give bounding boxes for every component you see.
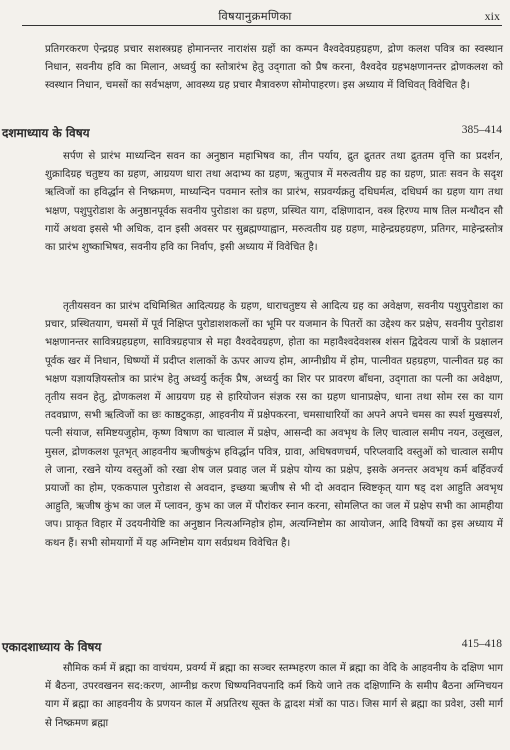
intro-paragraph: प्रतिगरकरण ऐन्द्रग्रह प्रचार सशस्त्रग्रह होमानन्तर नाराशंस ग्रहों का कम्पन वैश्वदेवग्रहग्रहण, द्रोण कलश पवित्र का स्वस्थान निधान, सवनीय हवि का मिलान, अध्वर्यु का स्तोत्रारंभ हेतु उद्‌गाता को प्रैष करना, वैश्वदेव ग्रहभक्षणानन्तर द्रोणकलश को स्वस्थान निधान, चमसों का सर्वभक्षण, आवस्थ्य ग्रह प्रचार मैत्रावरुण सोमोपाहरण। इस अध्याय में विधिवत् विवेचित है। bbox=[45, 44, 503, 92]
section-title: एकादशाध्याय के विषय bbox=[2, 640, 102, 654]
tenth-paragraph-1: सर्पण से प्रारंभ माध्यन्दिन सवन का अनुष्ठान महाभिषव का, तीन पर्याय, द्रुत द्रुततर तथा द्रुततम वृत्ति का प्रदर्शन, शुक्रादिग्रह चतुष्टय का ग्रहण, आग्रयण धारा तथा अदाभ्य का ग्रहण, ऋतुपात्र में मरुत्वतीय ग्रह का ग्रहण, प्रातः सवन के सदृश ऋत्विजों का हविर्द्धान से निष्क्रमण, माध्यन्दिन पवमान स्तोत्र का प्रारंभ, सप्रवर्ग्यक्रतु दधिघर्मत्व, दधिघर्म का ग्रहण याग तथा भक्षण, पशुपुरोडाश के अनुष्ठानपूर्वक सवनीय पुरोडाश का ग्रहण, प्रस्थित याग, दक्षिणादान, वस्त्र हिरण्य माष तिल मन्थौदन सौ गायें अथवा इससे भी अधिक, दान इसी अवसर पर सुब्रह्मण्याह्वान, मरुत्वतीय ग्रह ग्रहण, माहेन्द्रग्रहग्रहण, प्रतिगर, माहेन्द्रस्तोत्र का प्रारंभ शुष्काभिषव, सवनीय हवि का निर्वाप, इसी अध्याय में विवेचित है। bbox=[45, 151, 503, 254]
header-rule bbox=[22, 25, 502, 26]
page-range: 415–418 bbox=[461, 638, 502, 650]
eleventh-paragraph-1: सौमिक कर्म में ब्रह्मा का वाचंयम, प्रवर्ग्य में ब्रह्मा का सञ्चर स्तम्भहरण काल में ब्रह्मा का वेदि के आहवनीय के दक्षिण भाग में बैठना, उपरवखनन सद:करण, आग्नीध्र करण धिष्ण्यनिवपनादि कर्म किये जाने तक दक्षिणाग्नि के समीप बैठना अग्निचयन याग में ब्रह्मा का आहवनीय के प्रणयन काल में अप्रतिरथ सूक्त के द्वादश मंत्रों का पाठ। जिस मार्ग से ब्रह्मा का प्रवेश, उसी मार्ग से निष्क्रमण ब्रह्मा bbox=[45, 663, 503, 729]
section-heading-eleventh bbox=[2, 638, 502, 656]
running-header bbox=[0, 6, 510, 26]
page-number: xix bbox=[484, 9, 500, 23]
section-title: दशमाध्याय के विषय bbox=[2, 126, 90, 140]
tenth-paragraph-2: तृतीयसवन का प्रारंभ दधिमिश्रित आदित्यग्रह के ग्रहण, धाराचतुष्टय से आदित्य ग्रह का अवेक्षण, सवनीय पशुपुरोडाश का प्रचार, प्रस्थितयाग, चमसों में पूर्व निक्षिप्त पुरोडाशशकलों का भूमि पर यजमान के पितरों का उद्देश्य कर प्रक्षेप, सवनीय पुरोडाश भक्षणानन्तर सावित्रग्रहग्रहण, सावित्रग्रहपात्र से महा वैश्वदेवग्रहण, होता का महावैश्वदेवशस्त्र शंसन द्विदेवत्य पात्रों के प्रक्षालन पूर्वक खर में निधान, धिष्ण्यों में प्रदीप्त शलाकों के ऊपर आज्य होम, आग्नीध्रीय में होम, पात्नीवत ग्रहग्रहण, पात्नीवत ग्रह का भक्षण यज्ञायज्ञियस्तोत्र का प्रारंभ हेतु अध्वर्यु कर्तृक प्रैष, अध्वर्यु का शिर पर प्रावरण बाँधना, उद्‌गाता का पत्नी का अवेक्षण, तृतीय सवन हेतु, द्रोणकलश में आग्रयण ग्रह से हारियोजन संज्ञक रस का ग्रहण धानाप्रक्षेप, धाना तथा सोम रस का याग तदवघ्राण, सभी ऋत्विजों का छः काष्ठटुकड़ा, आहवनीय में प्रक्षेपकरना, चमसाधारियों का अपने अपने चमस का स्पर्श मुखस्पर्श, पत्नी संयाज, समिष्टयजुहोम, कृष्ण विषाण का चात्वाल में प्रक्षेप, आसन्दी का अवभृथ के लिए चात्वाल समीप नयन, उलूखल, मुसल, द्रोणकलश पूतभृत् आहवनीय ऋजीषकुंभ हविर्द्धान पवित्र, ग्रावा, अधिषवणचर्म, परिप्लवादि वस्तुओं को चात्वाल समीप ले जाना, रखने योग्य वस्तुओं को रखा शेष जल प्रवाह जल में प्रक्षेप योग्य का प्रक्षेप, इसके अनन्तर अवभृथ कर्म बर्हिवर्ज्य प्रयाजों का होम, एककपाल पुरोडाश से अवदान, इच्छया ऋजीष से भी दो अवदान स्विष्टकृत् याग षड्‌ दश आहुति अवभृथ आहुति, ऋजीष कुंभ का जल में प्लावन, कुभ का जल में पौरांकर स्नान करना, सोमलिप्त का जल में प्रक्षेप सभी का आमहीया जप। प्राकृत विहार में उदयनीयेष्टि का अनुष्ठान नित्यअग्निहोत्र होम, अत्यग्निष्टोम का आयोजन, आदि विषयों का इस अध्याय में कथन हैं। सभी सोमयागों में यह अग्निष्टोम याग सर्वप्रथम विवेचित है। bbox=[45, 301, 503, 549]
page-range: 385–414 bbox=[461, 124, 502, 136]
section-heading-tenth bbox=[2, 124, 502, 142]
running-title: विषयानुक्रमणिका bbox=[218, 9, 292, 23]
